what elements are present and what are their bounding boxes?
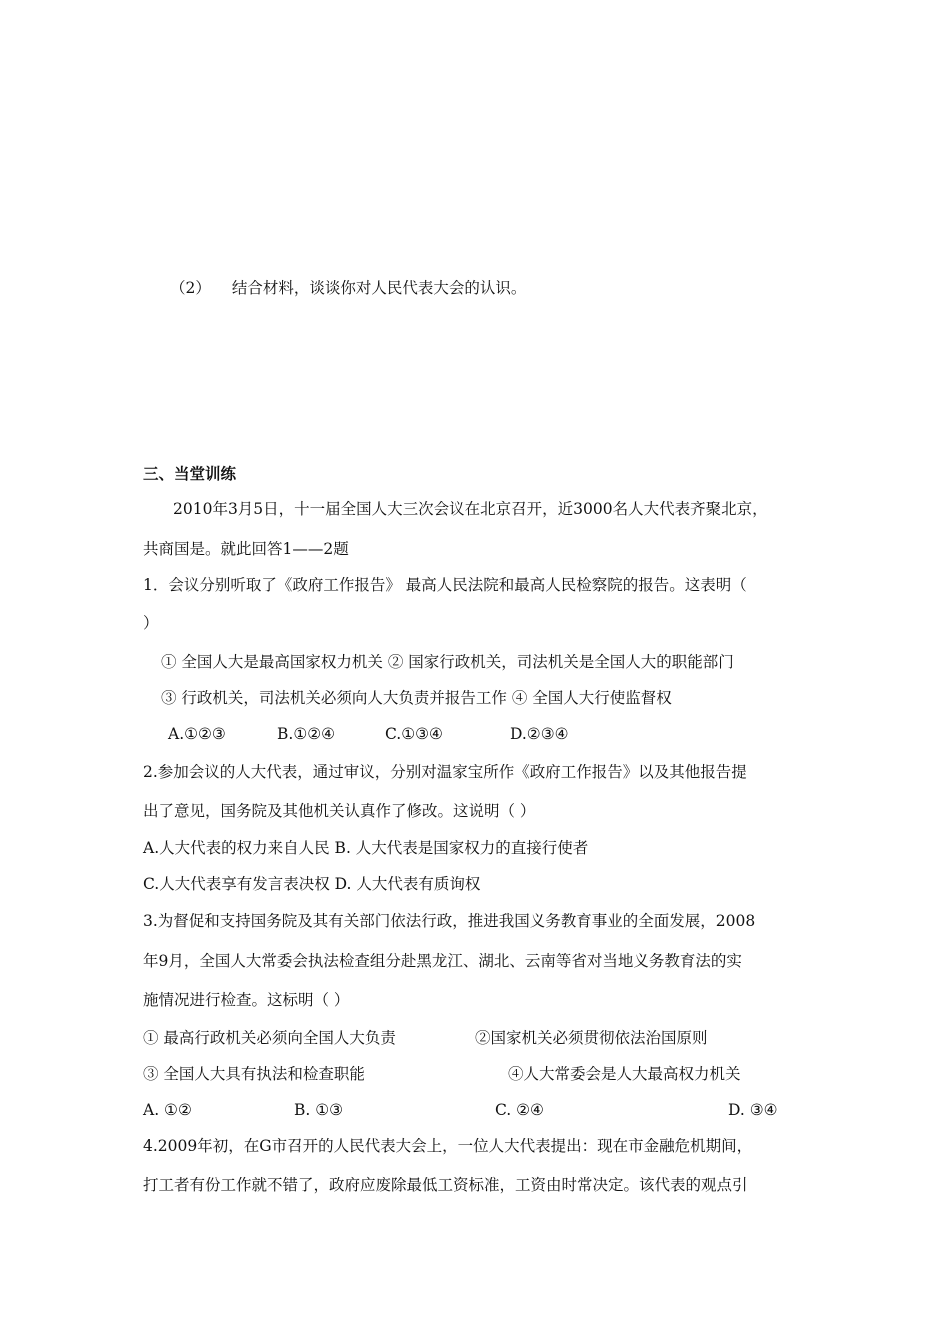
q1-option-b: B.①②④ [277,725,336,743]
q3-statement-3: ③ 全国人大具有执法和检查职能 [143,1065,365,1083]
q3-stem-line-3: 施情况进行检查。这标明（ ） [143,991,350,1009]
q3-option-c: C. ②④ [495,1101,544,1119]
q2-stem-line-1: 2.参加会议的人大代表，通过审议，分别对温家宝所作《政府工作报告》以及其他报告提 [143,763,747,781]
intro-line-2: 共商国是。就此回答1——2题 [143,540,349,558]
q3-option-a: A. ①② [143,1101,192,1119]
q1-statements-1-2: ① 全国人大是最高国家权力机关 ② 国家行政机关，司法机关是全国人大的职能部门 [161,653,734,671]
q1-stem-line-1: 1．会议分别听取了《政府工作报告》 最高人民法院和最高人民检察院的报告。这表明（ [143,576,747,594]
q1-option-d: D.②③④ [510,725,569,743]
q1-option-c: C.①③④ [385,725,443,743]
intro-line-1: 2010年3月5日，十一届全国人大三次会议在北京召开，近3000名人大代表齐聚北京， [173,500,768,518]
sub-question-number: （2） [170,279,211,297]
q3-stem-line-1: 3.为督促和支持国务院及其有关部门依法行政，推进我国义务教育事业的全面发展，2008 [143,912,756,930]
q3-statement-2: ②国家机关必须贯彻依法治国原则 [475,1029,708,1047]
q1-statements-3-4: ③ 行政机关，司法机关必须向人大负责并报告工作 ④ 全国人大行使监督权 [161,689,672,707]
q2-options-c-d: C.人大代表享有发言表决权 D. 人大代表有质询权 [143,875,481,893]
q3-stem-line-2: 年9月，全国人大常委会执法检查组分赴黑龙江、湖北、云南等省对当地义务教育法的实 [143,952,742,970]
q3-statement-1: ① 最高行政机关必须向全国人大负责 [143,1029,396,1047]
q1-option-a: A.①②③ [168,725,226,743]
q4-stem-line-2: 打工者有份工作就不错了，政府应废除最低工资标准，工资由时常决定。该代表的观点引 [143,1176,748,1194]
sub-question-text: 结合材料，谈谈你对人民代表大会的认识。 [231,279,527,297]
q3-statement-4: ④人大常委会是人大最高权力机关 [508,1065,741,1083]
section-heading: 三、当堂训练 [143,465,237,483]
q3-option-b: B. ①③ [294,1101,344,1119]
q2-options-a-b: A.人大代表的权力来自人民 B. 人大代表是国家权力的直接行使者 [143,839,589,857]
q3-option-d: D. ③④ [728,1101,778,1119]
q2-stem-line-2: 出了意见，国务院及其他机关认真作了修改。这说明（ ） [143,802,536,820]
sub-question-2 [170,278,526,298]
q4-stem-line-1: 4.2009年初，在G市召开的人民代表大会上，一位人大代表提出：现在市金融危机期间， [143,1137,753,1155]
q1-stem-line-2: ） [143,614,159,632]
